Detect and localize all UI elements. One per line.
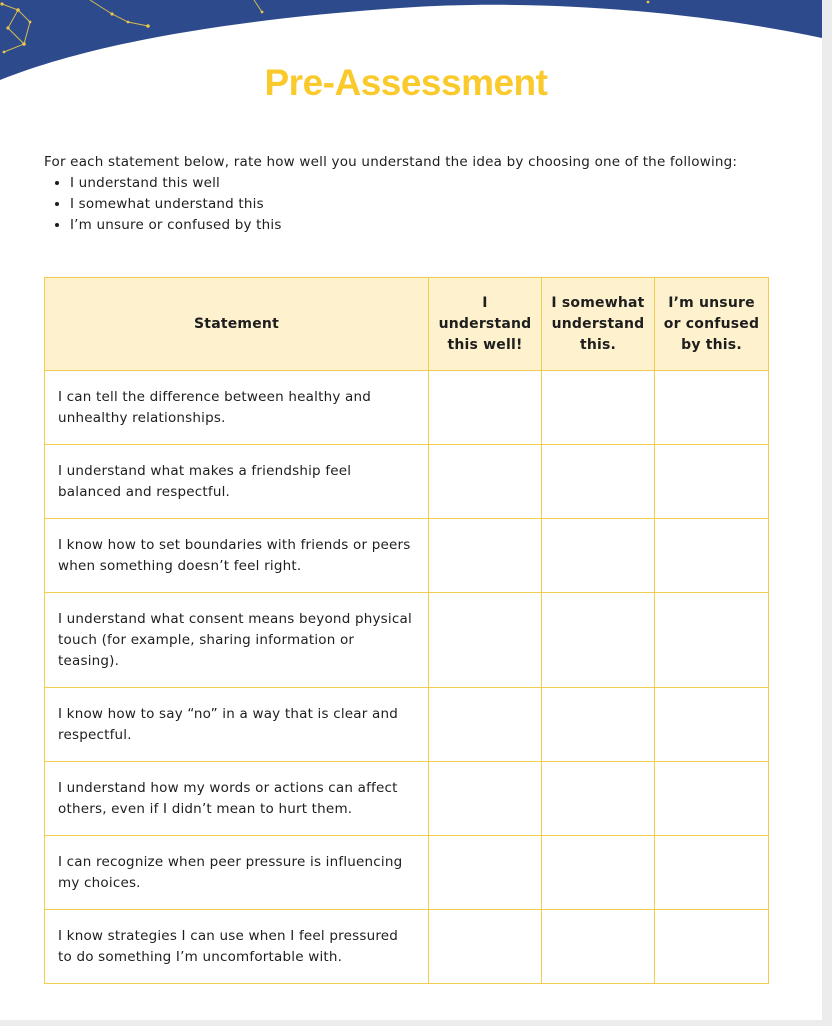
statement-cell: I understand what makes a friendship feel balanced and respectful. <box>45 445 429 519</box>
rating-option: • I’m unsure or confused by this <box>70 215 784 236</box>
rating-cell-somewhat[interactable] <box>542 593 655 688</box>
rating-cell-unsure[interactable] <box>655 593 769 688</box>
rating-options-list <box>44 173 784 236</box>
statement-cell: I can tell the difference between healthy and unhealthy relationships. <box>45 371 429 445</box>
rating-option: • I understand this well <box>70 173 784 194</box>
rating-cell-understand[interactable] <box>429 371 542 445</box>
statement-cell: I can recognize when peer pressure is influencing my choices. <box>45 836 429 910</box>
rating-cell-understand[interactable] <box>429 688 542 762</box>
rating-cell-somewhat[interactable] <box>542 519 655 593</box>
rating-cell-somewhat[interactable] <box>542 445 655 519</box>
table-row <box>45 371 769 445</box>
rating-cell-unsure[interactable] <box>655 910 769 984</box>
page-title: Pre-Assessment <box>264 62 548 103</box>
rating-cell-somewhat[interactable] <box>542 836 655 910</box>
statement-cell: I know how to say “no” in a way that is clear and respectful. <box>45 688 429 762</box>
rating-cell-unsure[interactable] <box>655 519 769 593</box>
statement-cell: I know strategies I can use when I feel pressured to do something I’m uncomfortable with. <box>45 910 429 984</box>
statement-cell: I understand what consent means beyond physical touch (for example, sharing information or teasing). <box>45 593 429 688</box>
rating-cell-understand[interactable] <box>429 836 542 910</box>
header-unsure: I’m unsure or confused by this. <box>655 278 769 371</box>
rating-cell-unsure[interactable] <box>655 762 769 836</box>
header-understand: I understand this well! <box>429 278 542 371</box>
rating-cell-somewhat[interactable] <box>542 910 655 984</box>
statement-cell: I know how to set boundaries with friends or peers when something doesn’t feel right. <box>45 519 429 593</box>
rating-cell-understand[interactable] <box>429 519 542 593</box>
assessment-table <box>44 277 769 984</box>
table-row <box>45 836 769 910</box>
rating-cell-understand[interactable] <box>429 593 542 688</box>
rating-cell-somewhat[interactable] <box>542 371 655 445</box>
header-statement: Statement <box>45 278 429 371</box>
rating-cell-unsure[interactable] <box>655 688 769 762</box>
rating-cell-unsure[interactable] <box>655 371 769 445</box>
table-row <box>45 688 769 762</box>
rating-cell-understand[interactable] <box>429 910 542 984</box>
instructions-text: For each statement below, rate how well you understand the idea by choosing one of the following: <box>44 154 738 170</box>
rating-cell-understand[interactable] <box>429 762 542 836</box>
rating-cell-understand[interactable] <box>429 445 542 519</box>
rating-cell-somewhat[interactable] <box>542 762 655 836</box>
statement-cell: I understand how my words or actions can affect others, even if I didn’t mean to hurt them. <box>45 762 429 836</box>
rating-cell-somewhat[interactable] <box>542 688 655 762</box>
instructions-block <box>44 152 784 236</box>
table-row <box>45 593 769 688</box>
rating-cell-unsure[interactable] <box>655 445 769 519</box>
table-header-row <box>45 278 769 371</box>
table-row <box>45 445 769 519</box>
header-somewhat: I somewhat understand this. <box>542 278 655 371</box>
table-row <box>45 762 769 836</box>
table-row <box>45 910 769 984</box>
rating-option: • I somewhat understand this <box>70 194 784 215</box>
rating-cell-unsure[interactable] <box>655 836 769 910</box>
table-row <box>45 519 769 593</box>
